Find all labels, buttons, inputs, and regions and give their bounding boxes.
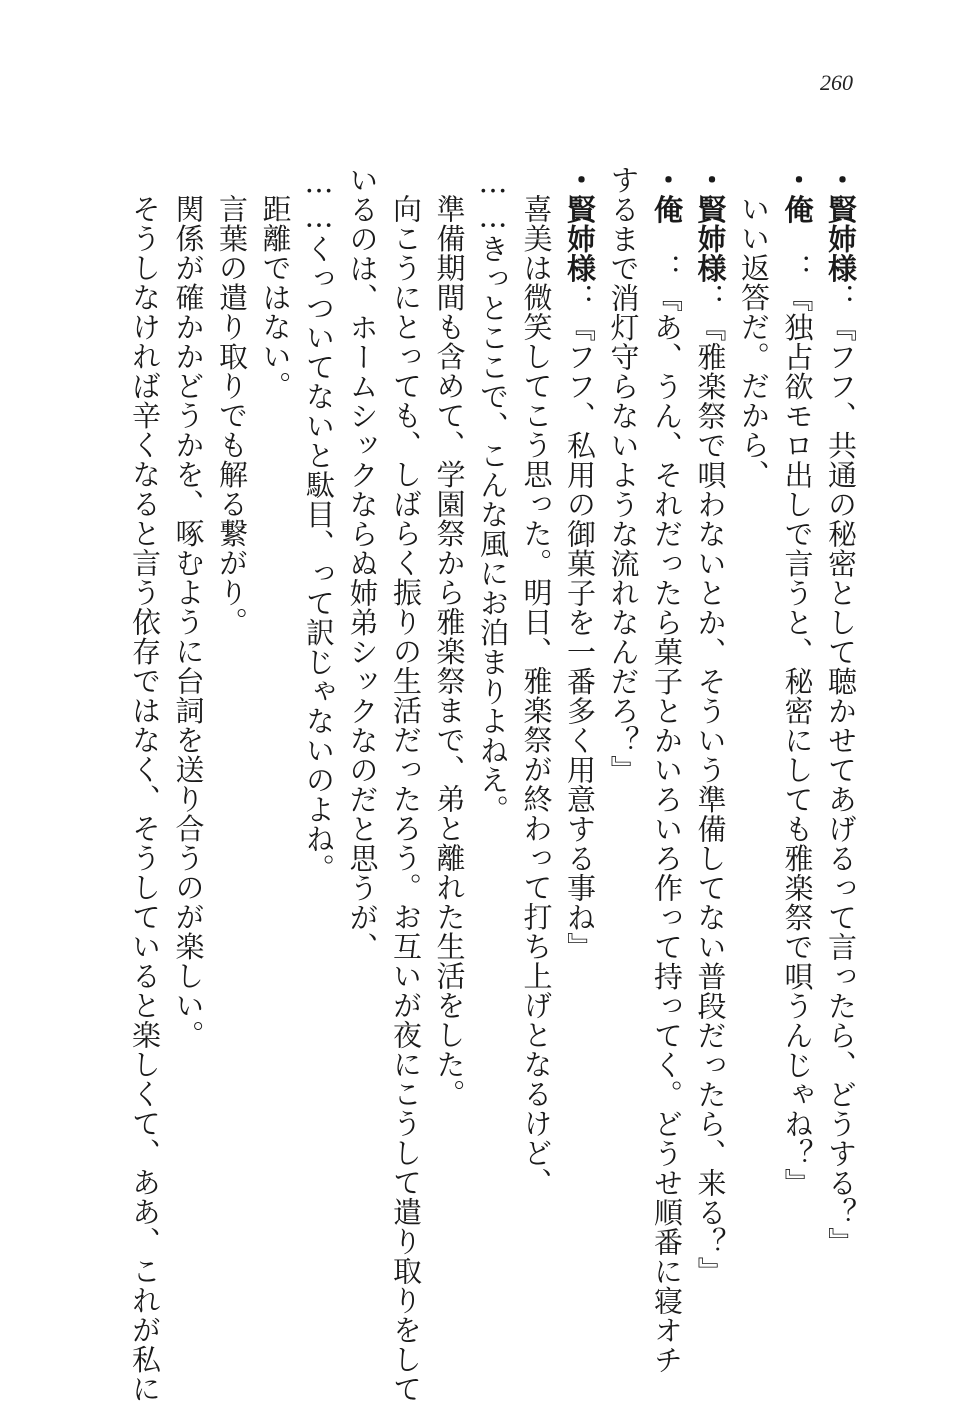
bullet-icon: ・ [693, 165, 728, 195]
bullet-icon: ・ [563, 165, 597, 195]
text-line [123, 165, 167, 1404]
speaker-name: 賢姉様 [824, 194, 858, 283]
line-text: するまで消灯守らないような流れなんだろ？』 [606, 165, 641, 785]
line-text: ……くっついてないと駄目、って訳じゃないのよね。 [302, 165, 336, 883]
line-text: 『フフ、共通の秘密として聴かせてあげるって言ったら、どうする？』 [824, 312, 858, 1257]
text-line [601, 165, 645, 1345]
line-text: 距離ではない。 [258, 194, 293, 401]
vertical-text-body [82, 165, 862, 1404]
line-text: そうしなければ辛くなると言う依存ではなく、そうしていると楽しくて、ああ、これが私に [128, 194, 162, 1404]
text-line [384, 165, 428, 1404]
speaker-name: 俺 [780, 194, 815, 224]
speaker-name: 賢姉様 [693, 194, 728, 283]
line-text: 『雅楽祭で唄わないとか、そういう準備してない普段だったら、来る？』 [693, 312, 728, 1286]
line-text: 向こうにとっても、しばらく振りの生活だったろう。お互いが夜にこうして遣り取りをして [389, 194, 423, 1404]
text-line [645, 165, 689, 1375]
text-line [297, 165, 341, 1345]
line-text: 関係が確かかどうかを、啄むように台詞を送り合うのが楽しい。 [171, 194, 206, 1050]
text-line [340, 165, 384, 1345]
text-line [514, 165, 558, 1374]
text-line [166, 165, 210, 1374]
speaker-name: 賢姉様 [563, 194, 597, 283]
text-line [558, 165, 602, 1345]
text-line [775, 165, 819, 1345]
text-line [732, 165, 776, 1374]
line-text: いい返答だ。だから、 [737, 194, 771, 489]
text-line [471, 165, 515, 1345]
line-text: 『フフ、私用の御菓子を一番多く用意する事ね』 [563, 312, 597, 962]
colon-icon: ： [563, 283, 597, 313]
line-text: いるのは、ホームシックならぬ姉弟シックなのだと思うが、 [345, 165, 380, 962]
colon-icon: ： [824, 283, 858, 313]
line-text: 『独占欲モロ出しで言うと、秘密にしても雅楽祭で唄うんじゃね？』 [780, 283, 815, 1198]
bullet-icon: ・ [780, 165, 815, 195]
line-text: 『あ、うん、それだったら菓子とかいろいろ作って持ってく。どうせ順番に寝オチ [650, 283, 684, 1375]
text-line [427, 165, 471, 1374]
page-number: 260 [820, 70, 853, 95]
text-line [253, 165, 297, 1374]
bullet-icon: ・ [650, 165, 684, 195]
text-line [688, 165, 732, 1345]
text-line [210, 165, 254, 1374]
text-line [819, 165, 863, 1345]
line-text: 言葉の遣り取りでも解る繋がり。 [215, 194, 249, 637]
colon-icon: ： [780, 224, 815, 283]
line-text: 喜美は微笑してこう思った。明日、雅楽祭が終わって打ち上げとなるけど、 [519, 194, 554, 1197]
line-text: 準備期間も含めて、学園祭から雅楽祭まで、弟と離れた生活をした。 [432, 194, 467, 1109]
bullet-icon: ・ [824, 165, 858, 195]
speaker-name: 俺 [650, 194, 684, 224]
line-text: ……きっとここで、こんな風にお泊まりよねえ。 [476, 165, 510, 824]
colon-icon: ： [650, 224, 684, 283]
colon-icon: ： [693, 283, 728, 313]
